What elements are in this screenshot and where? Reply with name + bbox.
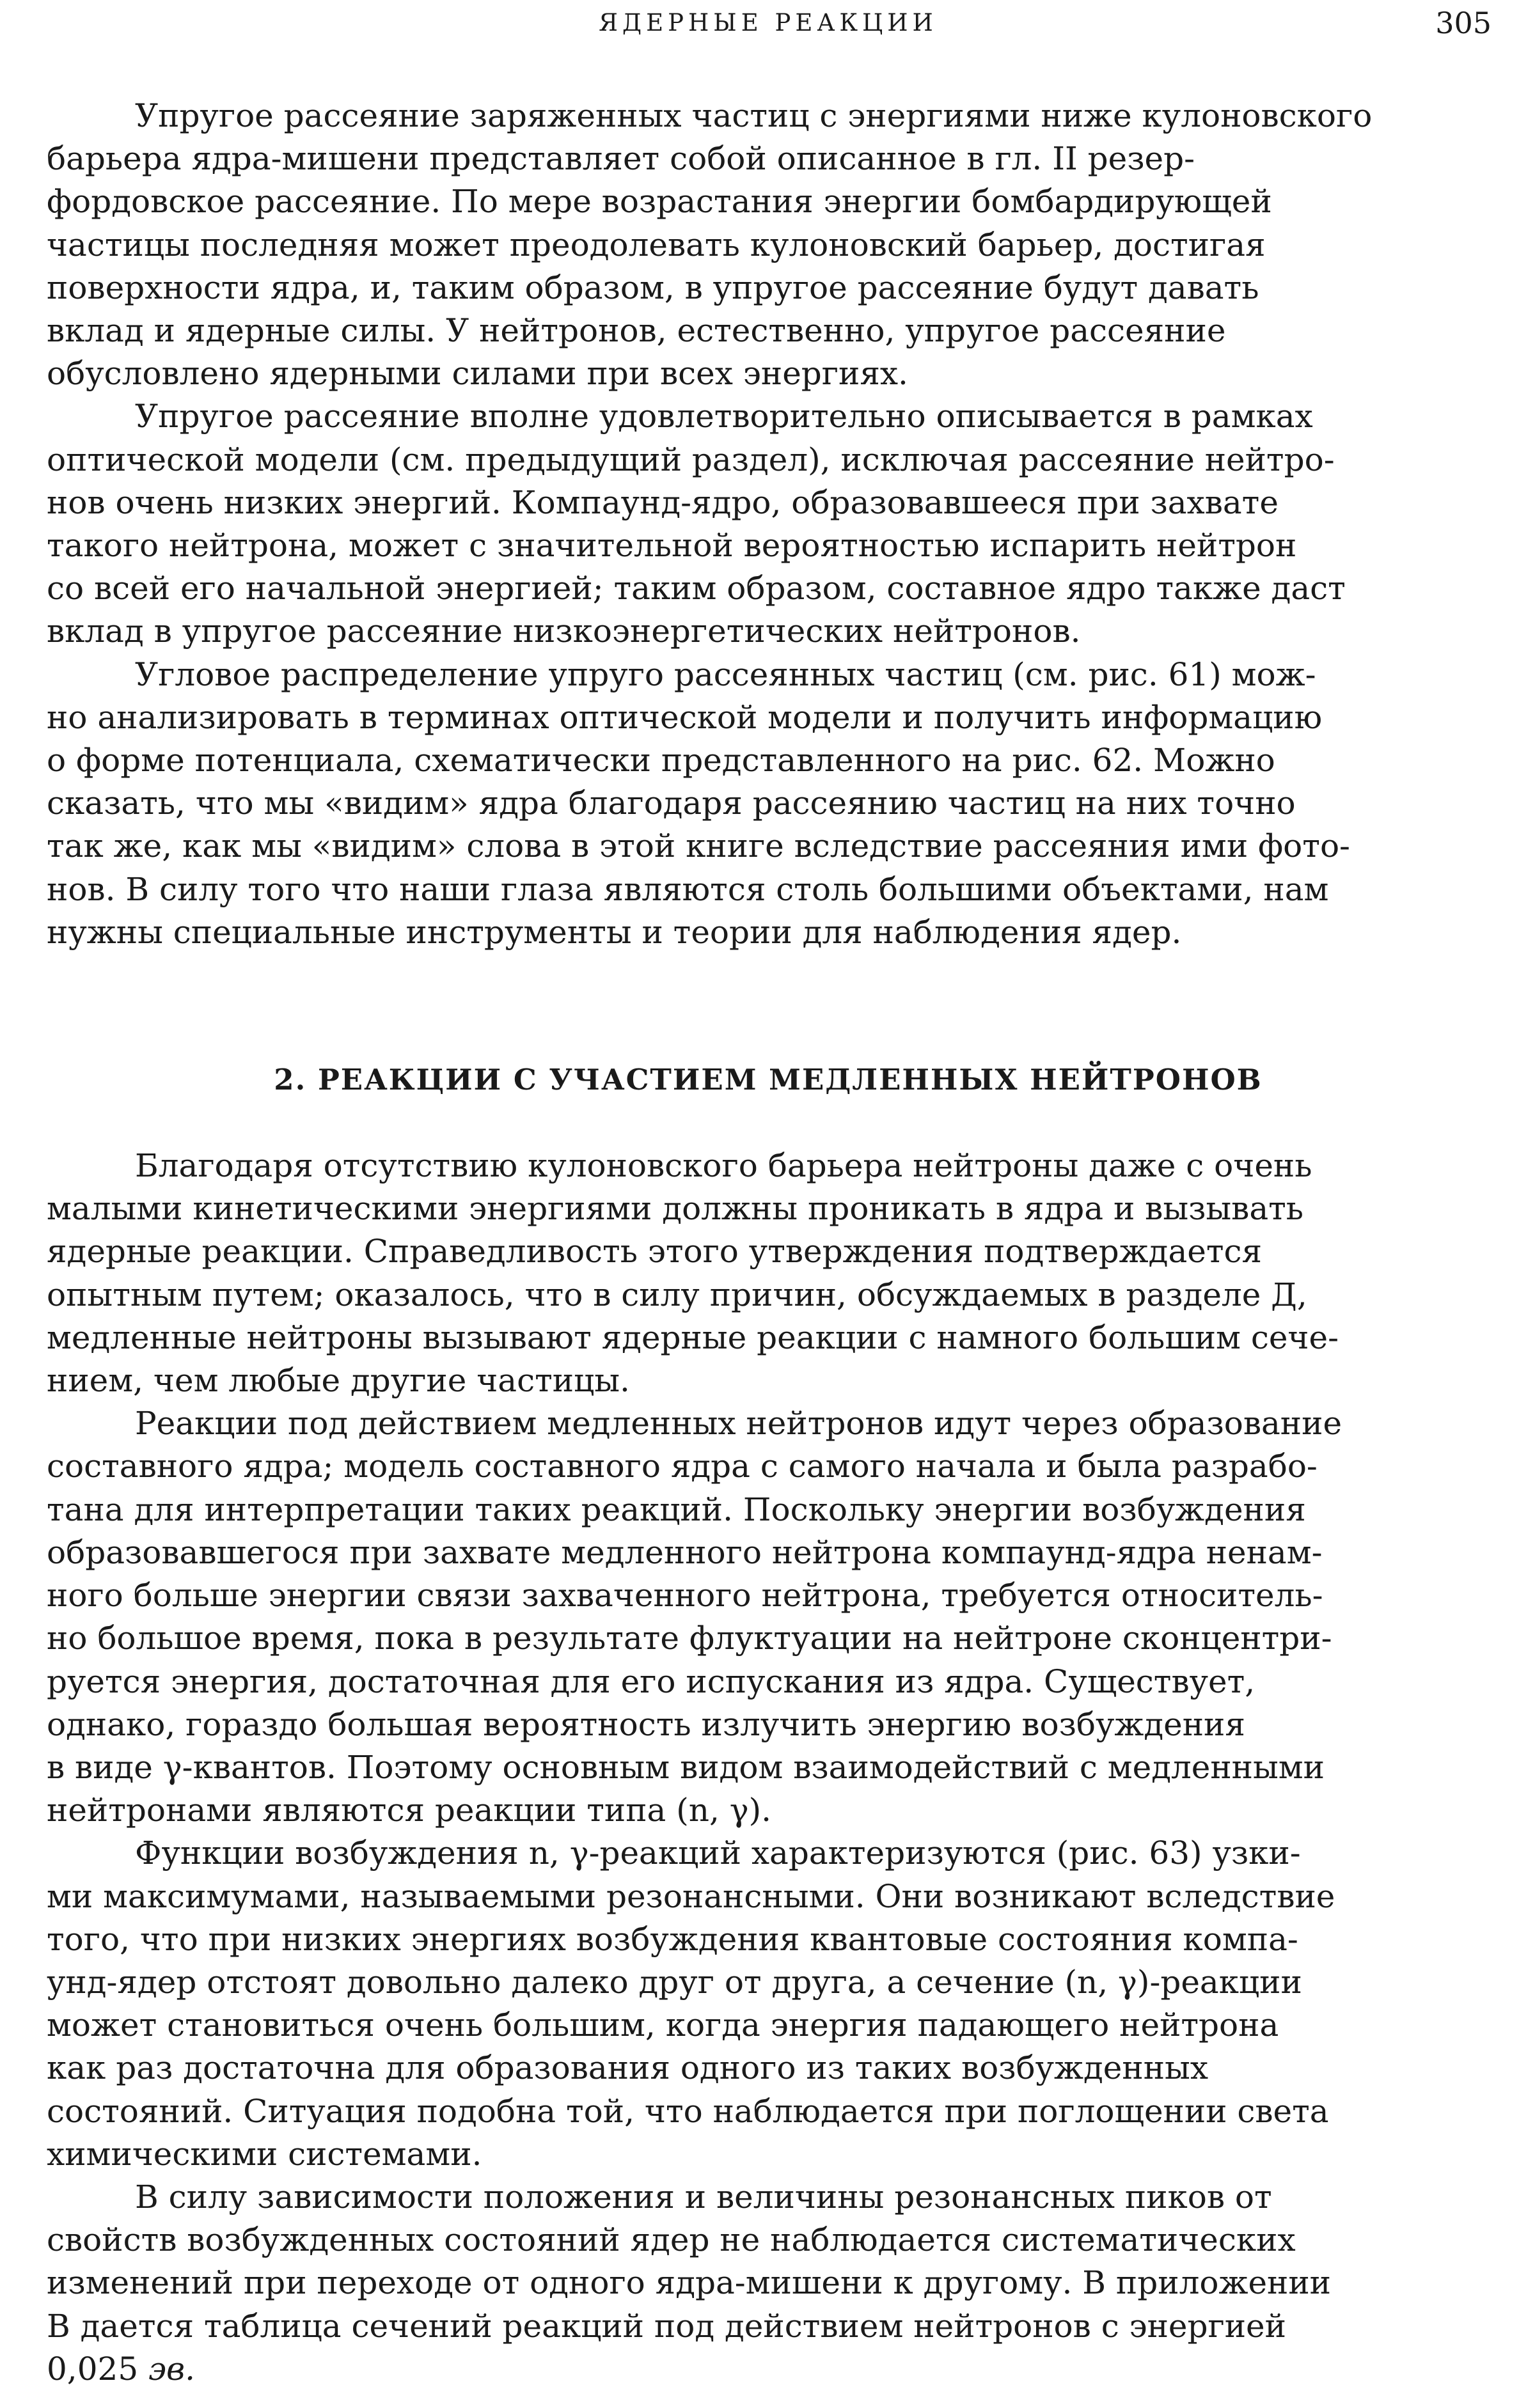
energy-unit: эв. bbox=[148, 2350, 196, 2388]
paragraph-angular-distribution: Угловое распределение упруго рассеянных частиц (см. рис. 61) мож- но анализировать в терминах оптической модели и получить информацию о форме потенциала, схематически представленного на рис. 62. Можно сказать, что мы «видим» ядра благодаря рассеянию частиц на них точно так же, как мы «видим» слова в этой книге вследствие рассеяния ими фото- нов. В силу того что наши глаза являются столь большими объектами, нам нужны специальные инструменты и теории для наблюдения ядер. bbox=[47, 655, 1350, 951]
running-title: ЯДЕРНЫЕ РЕАКЦИИ bbox=[599, 9, 938, 36]
paragraph-optical-model: Упругое рассеяние вполне удовлетворительно описывается в рамках оптической модели (см. предыдущий раздел), исключая рассеяние нейтро- нов очень низких энергий. Компаунд-ядро, образовавшееся при захвате такого нейтрона, может с значительной вероятностью испарить нейтрон со всей его начальной энергией; таким образом, составное ядро также даст вклад в упругое рассеяние низкоэнергетических нейтронов. bbox=[47, 398, 1346, 650]
paragraph-excitation-functions: Функции возбуждения n, γ-реакций характеризуются (рис. 63) узки- ми максимумами, называемыми резонансными. Они возникают вследствие того, что при низких энергиях возбуждения квантовые состояния компа- унд-ядер отстоят довольно далеко друг от друга, а сечение (n, γ)-реакции может становиться очень большим, когда энергия падающего нейтрона как раз достаточна для образования одного из таких возбужденных состояний. Ситуация подобна той, что наблюдается при поглощении света химическими системами. bbox=[47, 1834, 1335, 2173]
paragraph-coulomb-barrier-absence: Благодаря отсутствию кулоновского барьера нейтроны даже с очень малыми кинетическими энергиями должны проникать в ядра и вызывать ядерные реакции. Справедливость этого утверждения подтверждается опытным путем; оказалось, что в силу причин, обсуждаемых в разделе Д, медленные нейтроны вызывают ядерные реакции с намного большим сече- нием, чем любые другие частицы. bbox=[47, 1147, 1339, 1400]
paragraph-compound-nucleus: Реакции под действием медленных нейтронов идут через образование составного ядра; модель составного ядра с самого начала и была разрабо- тана для интерпретации таких реакций. Поскольку энергии возбуждения образовавшегося при захвате медленного нейтрона компаунд-ядра ненам- ного больше энергии связи захваченного нейтрона, требуется относитель- но большое время, пока в результате флуктуации на нейтроне сконцентри- руется энергия, достаточная для его испускания из ядра. Существует, однако, гораздо большая вероятность излучить энергию возбуждения в виде γ-квантов. Поэтому основным видом взаимодействий с медленными нейтронами являются реакции типа (n, γ). bbox=[47, 1405, 1342, 1829]
running-head bbox=[45, 4, 1492, 42]
section-heading: 2. РЕАКЦИИ С УЧАСТИЕМ МЕДЛЕННЫХ НЕЙТРОНОВ bbox=[274, 1063, 1263, 1097]
paragraph-elastic-scattering-charged: Упругое рассеяние заряженных частиц с энергиями ниже кулоновского барьера ядра-мишени представляет собой описанное в гл. II резер- фордовское рассеяние. По мере возрастания энергии бомбардирующей частицы последняя может преодолевать кулоновский барьер, достигая поверхности ядра, и, таким образом, в упругое рассеяние будут давать вклад и ядерные силы. У нейтронов, естественно, упругое рассеяние обусловлено ядерными силами при всех энергиях. bbox=[47, 97, 1373, 393]
page-number: 305 bbox=[1435, 6, 1492, 40]
paragraph-resonance-peaks bbox=[47, 2176, 1490, 2391]
body-text bbox=[47, 95, 1490, 2391]
resonance-paragraph-text: В силу зависимости положения и величины резонансных пиков от свойств возбужденных состояний ядер не наблюдается систематических изменений при переходе от одного ядра-мишени к другому. В приложении В дается таблица сечений реакций под действием нейтронов с энергией 0,025 bbox=[47, 2178, 1332, 2388]
